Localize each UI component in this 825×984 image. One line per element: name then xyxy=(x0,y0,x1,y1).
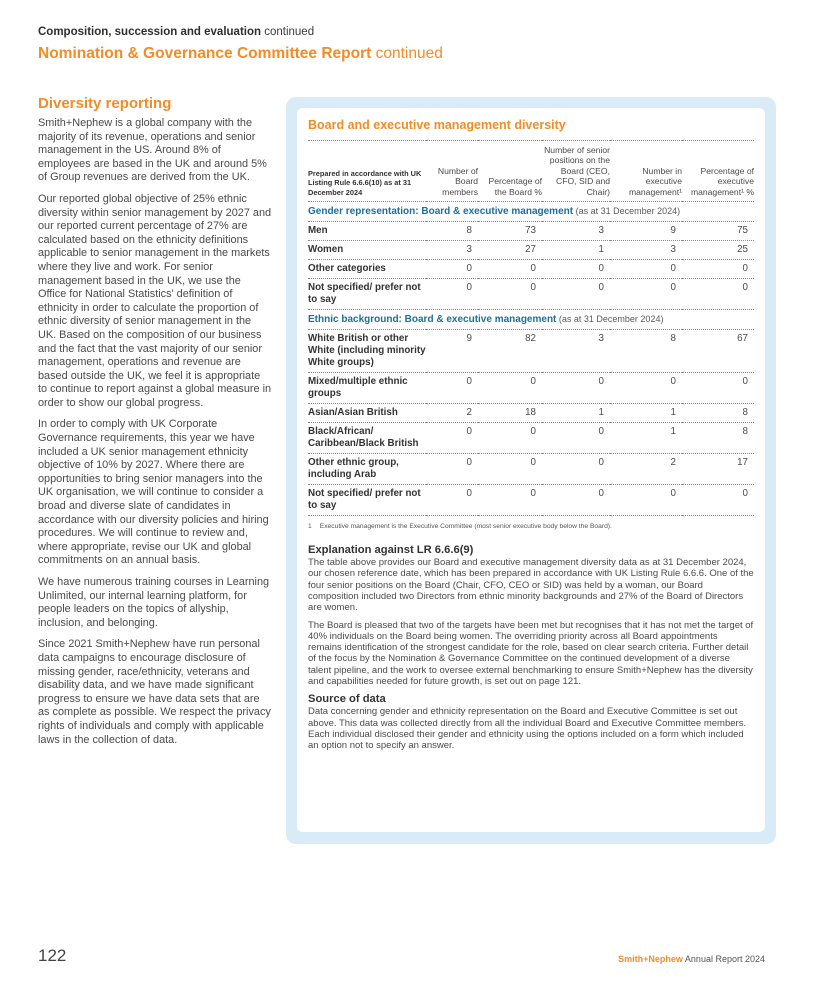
table-cell: 0 xyxy=(610,373,682,404)
diversity-panel xyxy=(286,97,776,844)
row-label: Men xyxy=(308,222,426,241)
column-header: Number of senior positions on the Board (CEO, CFO, SID and Chair) xyxy=(542,141,610,202)
table-row xyxy=(308,279,754,310)
table-cell: 0 xyxy=(682,260,754,279)
table-cell: 0 xyxy=(478,373,542,404)
section-line xyxy=(38,26,314,38)
source-paragraph: Data concerning gender and ethnicity representation on the Board and Executive Committee is set out above. This data was collected directly from all the individual Board and Executive Committee members. Each individual disclosed their gender and ethnicity using the options included on a form which included an option not to specify an answer. xyxy=(308,706,747,752)
page-number: 122 xyxy=(38,946,67,965)
report-name: Annual Report 2024 xyxy=(682,954,765,964)
row-label: Mixed/multiple ethnic groups xyxy=(308,373,426,404)
footer-brand xyxy=(618,954,765,964)
group-row-gender xyxy=(308,202,754,222)
table-row xyxy=(308,454,754,485)
row-label: Asian/Asian British xyxy=(308,404,426,423)
table-cell: 0 xyxy=(478,485,542,516)
table-row xyxy=(308,404,754,423)
table-cell: 73 xyxy=(478,222,542,241)
table-cell: 1 xyxy=(610,404,682,423)
table-cell: 0 xyxy=(426,454,478,485)
page-title-continued: continued xyxy=(371,45,443,62)
table-cell: 0 xyxy=(478,279,542,310)
table-cell: 27 xyxy=(478,241,542,260)
page-title-text: Nomination & Governance Committee Report xyxy=(38,45,372,62)
table-cell: 9 xyxy=(610,222,682,241)
left-paragraph: We have numerous training courses in Learning Unlimited, our internal learning platform, for people leaders on the topics of allyship, inclusion, and belonging. xyxy=(38,576,270,629)
table-cell: 0 xyxy=(542,373,610,404)
diversity-heading: Diversity reporting xyxy=(38,95,172,112)
explanation-heading: Explanation against LR 6.6.6(9) xyxy=(308,544,474,557)
left-paragraph: Smith+Nephew is a global company with the majority of its revenue, operations and senior management in the US. Around 8% of employees are based in the UK and around 5% of Group revenues are derived from the UK. xyxy=(38,117,267,184)
table-cell: 8 xyxy=(682,404,754,423)
table-row xyxy=(308,241,754,260)
source-heading: Source of data xyxy=(308,693,386,706)
table-cell: 82 xyxy=(478,330,542,373)
group-date: (as at 31 December 2024) xyxy=(556,314,664,325)
table-cell: 0 xyxy=(542,485,610,516)
page-title xyxy=(38,45,443,63)
row-label: Not specified/ prefer not to say xyxy=(308,279,426,310)
table-cell: 25 xyxy=(682,241,754,260)
left-paragraph: Since 2021 Smith+Nephew have run personal data campaigns to encourage disclosure of missing gender, race/ethnicity, veterans and disability data, and we have made significant progress to ensure we have data sets that are as complete as possible. We respect the privacy rights of individuals and comply with applicable laws in the collection of data. xyxy=(38,638,271,746)
table-cell: 0 xyxy=(610,260,682,279)
table-cell: 2 xyxy=(426,404,478,423)
row-label: Women xyxy=(308,241,426,260)
row-label: Not specified/ prefer not to say xyxy=(308,485,426,516)
table-cell: 8 xyxy=(426,222,478,241)
group-date: (as at 31 December 2024) xyxy=(573,206,681,217)
table-row xyxy=(308,330,754,373)
table-footnote xyxy=(308,523,754,530)
table-cell: 2 xyxy=(610,454,682,485)
row-label: Other categories xyxy=(308,260,426,279)
brand-name: Smith+Nephew xyxy=(618,954,683,964)
diversity-panel-inner xyxy=(297,108,765,832)
table-cell: 0 xyxy=(426,279,478,310)
table-cell: 0 xyxy=(478,423,542,454)
footnote-number: 1 xyxy=(308,523,312,531)
table-cell: 3 xyxy=(542,222,610,241)
table-cell: 0 xyxy=(682,279,754,310)
column-header: Percentage of executive management¹ % xyxy=(682,141,754,202)
group-title: Gender representation: Board & executive management xyxy=(308,206,574,218)
table-row xyxy=(308,373,754,404)
row-label: White British or other White (including minority White groups) xyxy=(308,330,426,373)
column-header: Number in executive management¹ xyxy=(610,141,682,202)
table-cell: 1 xyxy=(542,404,610,423)
table-cell: 8 xyxy=(682,423,754,454)
left-paragraph: Our reported global objective of 25% ethnic diversity within senior management by 2027 and our reported current percentage of 27% are calculated based on the ethnicity definitions applicable to senior management in the markets where they live and work. For senior management based in the UK, we use the Office for National Statistics' definition of ethnicity in order to calculate the proportion of ethnic diversity of senior management in the UK. Based on the composition of our business and the fact that the vast majority of our senior management, operations and revenue are based outside the UK, we feel it is appropriate to continue to report against a global measure in order to show our global progress. xyxy=(38,192,272,409)
left-paragraph: In order to comply with UK Corporate Governance requirements, this year we have included a UK senior management ethnicity objective of 10% by 2027. Where there are opportunities to bring senior managers into the UK organisation, we will continue to consider a broad and diverse slate of candidates in accordance with our diversity policies and hiring procedures. We will continue to review and, where appropriate, revise our UK and global commitments on an annual basis. xyxy=(38,418,269,567)
table-cell: 8 xyxy=(610,330,682,373)
table-row xyxy=(308,222,754,241)
table-cell: 3 xyxy=(610,241,682,260)
table-cell: 1 xyxy=(610,423,682,454)
table-cell: 67 xyxy=(682,330,754,373)
column-header: Number of Board members xyxy=(426,141,478,202)
left-column xyxy=(38,95,272,755)
row-label: Other ethnic group, including Arab xyxy=(308,454,426,485)
group-row-ethnic xyxy=(308,310,754,330)
explanation-paragraph: The table above provides our Board and executive management diversity data as at 31 December 2024, our chosen reference date, which has been prepared in accordance with UK Listing Rule 6.6.6. One of the four senior positions on the Board (Chair, CFO, CEO or SID) was held by a woman, our Board composition included two Directors from ethnic minority backgrounds and 27% of the Board of Directors are women. xyxy=(308,557,754,614)
column-header: Prepared in accordance with UK Listing Rule 6.6.6(10) as at 31 December 2024 xyxy=(308,141,426,202)
footnote-text: Executive management is the Executive Committee (most senior executive body below the Board). xyxy=(319,523,612,531)
table-cell: 0 xyxy=(478,454,542,485)
table-cell: 1 xyxy=(542,241,610,260)
section-continued: continued xyxy=(261,26,315,38)
table-cell: 0 xyxy=(426,485,478,516)
row-label: Black/African/ Caribbean/Black British xyxy=(308,423,426,454)
diversity-table xyxy=(308,140,754,516)
table-cell: 0 xyxy=(542,260,610,279)
table-cell: 17 xyxy=(682,454,754,485)
table-cell: 0 xyxy=(682,373,754,404)
table-cell: 0 xyxy=(426,373,478,404)
table-cell: 0 xyxy=(610,279,682,310)
table-cell: 75 xyxy=(682,222,754,241)
table-row xyxy=(308,260,754,279)
section-title: Composition, succession and evaluation xyxy=(38,26,262,38)
table-cell: 0 xyxy=(478,260,542,279)
column-header: Percentage of the Board % xyxy=(478,141,542,202)
table-row xyxy=(308,485,754,516)
panel-title: Board and executive management diversity xyxy=(308,118,566,132)
table-cell: 0 xyxy=(542,423,610,454)
table-row xyxy=(308,423,754,454)
table-cell: 9 xyxy=(426,330,478,373)
explanation-paragraph: The Board is pleased that two of the targets have been met but recognises that it has not met the target of 40% individuals on the Board being women. The overriding priority across all Board appointments remains identification of the strongest candidate for the role, based on clear search criteria. Further detail of the focus by the Nomination & Governance Committee on the continued development of a diverse talent pipeline, and the work to oversee external benchmarking to ensure Smith+Nephew has the diversity and capabilities needed for future growth, is set out on page 121. xyxy=(308,619,754,687)
table-cell: 0 xyxy=(426,260,478,279)
table-cell: 18 xyxy=(478,404,542,423)
table-cell: 0 xyxy=(542,279,610,310)
table-cell: 0 xyxy=(542,454,610,485)
table-cell: 0 xyxy=(682,485,754,516)
group-title: Ethnic background: Board & executive management xyxy=(308,314,557,326)
table-header-row xyxy=(308,141,754,202)
table-cell: 3 xyxy=(542,330,610,373)
table-cell: 0 xyxy=(610,485,682,516)
table-cell: 0 xyxy=(426,423,478,454)
table-cell: 3 xyxy=(426,241,478,260)
